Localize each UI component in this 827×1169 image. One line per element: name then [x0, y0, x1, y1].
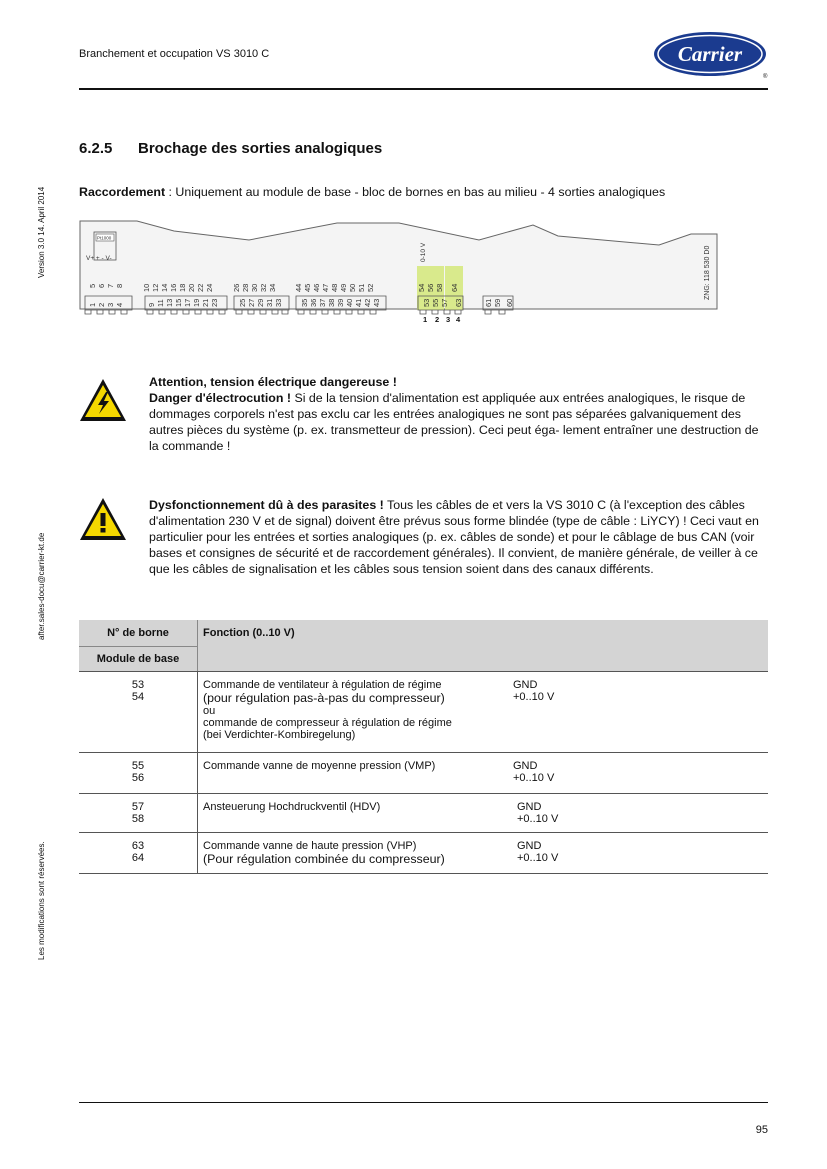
pin-label-3: 3 [106, 302, 115, 307]
output-number-3: 3 [446, 315, 451, 324]
voltage-label: 0-10 V [420, 242, 427, 262]
pin-label-18: 18 [178, 283, 187, 292]
sensor-label: Pt1000 [97, 235, 112, 241]
terminal-number: 57 [131, 801, 145, 813]
signal-value: GND [513, 679, 538, 691]
pin-label-61: 61 [484, 298, 493, 307]
pin-label-37: 37 [318, 298, 327, 307]
document-title: Branchement et occupation VS 3010 C [79, 48, 270, 60]
pin-label-25: 25 [238, 298, 247, 307]
warning-electric [149, 374, 769, 454]
output-numbers [423, 315, 461, 324]
pin-label-29: 29 [256, 298, 265, 307]
pin-label-2: 2 [97, 302, 106, 307]
pin-label-9: 9 [147, 302, 156, 307]
logo-wordmark: Carrier [677, 42, 743, 66]
table-row [79, 672, 768, 753]
pin-label-44: 44 [294, 283, 303, 292]
pin-label-17: 17 [183, 298, 192, 307]
pin-label-43: 43 [372, 298, 381, 307]
pin-label-39: 39 [336, 298, 345, 307]
footer-rule [79, 1102, 768, 1103]
pin-label-11: 11 [156, 299, 165, 307]
analog-outputs-table [79, 620, 768, 874]
pin-label-23: 23 [210, 298, 219, 307]
terminal-number: 63 [131, 840, 145, 852]
carrier-logo [651, 30, 771, 82]
rights-note: Les modifications sont réservées. [37, 841, 46, 960]
warning-interference-title: Dysfonctionnement dû à des parasites ! [149, 498, 384, 512]
pin-label-42: 42 [363, 298, 372, 307]
pin-label-21: 21 [201, 298, 210, 307]
contact-email: after.sales-docu@carrier-kt.de [37, 532, 46, 640]
function-text: (Pour régulation combinée du compresseur) [203, 852, 445, 866]
section-title: Brochage des sorties analogiques [138, 140, 383, 157]
pin-label-63: 63 [454, 298, 463, 307]
function-text: Ansteuerung Hochdruckventil (HDV) [203, 801, 381, 813]
pin-label-12: 12 [151, 283, 160, 292]
pin-label-28: 28 [241, 283, 250, 292]
output-number-2: 2 [435, 315, 440, 324]
section-heading [79, 140, 382, 157]
pin-label-30: 30 [250, 283, 259, 292]
pin-label-58: 58 [435, 283, 444, 292]
warning-electric-title: Attention, tension électrique dangereuse ! [149, 375, 397, 389]
pin-label-38: 38 [327, 298, 336, 307]
terminal-number: 64 [131, 852, 145, 864]
warning-electric-subtitle: Danger d'électrocution ! [149, 391, 292, 405]
pin-label-1: 1 [88, 302, 97, 307]
terminal-number: 55 [131, 760, 145, 772]
pin-label-20: 20 [187, 283, 196, 292]
function-text: Commande de ventilateur à régulation de régime [203, 679, 442, 691]
terminal-number: 54 [131, 691, 145, 703]
pin-label-33: 33 [274, 298, 283, 307]
pin-label-49: 49 [339, 283, 348, 292]
function-text: Commande vanne de haute pression (VHP) [203, 840, 417, 852]
pin-label-47: 47 [321, 283, 330, 292]
pin-label-19: 19 [192, 298, 201, 307]
function-text: (pour régulation pas-à-pas du compresseur) [203, 691, 445, 705]
pin-label-64: 64 [450, 283, 459, 292]
pin-label-10: 10 [142, 283, 151, 292]
signal-value: GND [513, 760, 538, 772]
section-number: 6.2.5 [79, 140, 113, 157]
pin-label-59: 59 [493, 298, 502, 307]
signal-value: +0..10 V [517, 813, 559, 825]
table-row [79, 794, 768, 833]
table-row [79, 833, 768, 874]
pin-label-54: 54 [417, 283, 426, 292]
pin-label-31: 31 [265, 298, 274, 307]
terminal-number: 53 [131, 679, 145, 691]
terminal-number: 56 [131, 772, 145, 784]
pin-label-48: 48 [330, 283, 339, 292]
signal-value: +0..10 V [513, 772, 555, 784]
warning-interference-text: Tous les câbles de et vers la VS 3010 C (à l'exception des câbles d'alimentation 230 V et de signal) doivent être prévus sous forme blindée (type de câble : LiYCY) ! Ceci vaut en particulier pour les entrées et sorties analogiques (p. ex. câbles de sonde) et pour le câblage de bus CAN (voir bases et consignes de sécurité et de raccordement générales). Il convient, de manière générale, de veiller à ce que les câbles de signalisation et les câbles sous tension soient dans des canaux différents. [149, 498, 759, 576]
column-header-terminal: N° de borne [79, 620, 198, 647]
pin-label-6: 6 [97, 283, 106, 288]
pin-label-46: 46 [312, 283, 321, 292]
pin-label-36: 36 [309, 298, 318, 307]
function-text: commande de compresseur à régulation de régime [203, 717, 452, 729]
pin-label-15: 15 [174, 298, 183, 307]
intro-text: : Uniquement au module de base - bloc de bornes en bas au milieu - 4 sorties analogiques [165, 185, 666, 199]
pin-label-22: 22 [196, 283, 205, 292]
terminal-block-diagram [79, 220, 719, 330]
pin-label-32: 32 [259, 283, 268, 292]
signal-value: +0..10 V [517, 852, 559, 864]
pin-label-16: 16 [169, 283, 178, 292]
warning-interference [149, 497, 769, 577]
signal-value: GND [517, 801, 542, 813]
pin-label-45: 45 [303, 283, 312, 292]
pin-label-7: 7 [106, 283, 115, 288]
pin-label-27: 27 [247, 298, 256, 307]
pin-label-55: 55 [431, 298, 440, 307]
pin-label-26: 26 [232, 283, 241, 292]
output-number-4: 4 [456, 315, 461, 324]
general-warning-icon [79, 497, 127, 541]
column-header-function: Fonction (0..10 V) [198, 620, 769, 672]
pin-label-41: 41 [354, 298, 363, 307]
pin-label-56: 56 [426, 283, 435, 292]
pin-label-13: 13 [165, 298, 174, 307]
function-text: Commande vanne de moyenne pression (VMP) [203, 760, 436, 772]
intro-paragraph [79, 185, 665, 199]
electric-hazard-icon [79, 378, 127, 422]
pin-label-35: 35 [300, 298, 309, 307]
signal-value: +0..10 V [513, 691, 555, 703]
intro-label: Raccordement [79, 185, 166, 199]
subheader-base-module: Module de base [79, 647, 198, 672]
pin-label-60: 60 [505, 298, 514, 307]
pin-label-8: 8 [115, 283, 124, 288]
pin-label-51: 51 [357, 283, 366, 292]
terminal-number: 58 [131, 813, 145, 825]
drawing-number: ZNG: 118 530 D0 [704, 245, 711, 300]
logo-registered-mark: ® [763, 74, 768, 80]
table-row [79, 753, 768, 794]
signal-value: GND [517, 840, 542, 852]
warning-electric-text: Si de la tension d'alimentation est appliquée aux entrées analogiques, le risque de dommages corporels n'est pas exclu car les entrées analogiques ne sont pas séparées galvaniquement des autres pièces du système (p. ex. transmetteur de pression). Ceci peut éga- lement entraîner une destruction de la commande ! [149, 391, 759, 453]
pin-label-50: 50 [348, 283, 357, 292]
header-rule [79, 88, 768, 90]
pin-label-5: 5 [88, 283, 97, 288]
function-text: (bei Verdichter-Kombiregelung) [203, 729, 356, 741]
pin-label-24: 24 [205, 283, 214, 292]
pin-label-53: 53 [422, 298, 431, 307]
output-number-1: 1 [423, 315, 428, 324]
page-number: 95 [755, 1124, 768, 1136]
version-note: Version 3.0 14. April 2014 [37, 186, 46, 278]
function-text: ou [203, 705, 216, 717]
pin-label-4: 4 [115, 302, 124, 307]
pin-label-34: 34 [268, 283, 277, 292]
pin-label-57: 57 [440, 298, 449, 307]
pin-label-40: 40 [345, 298, 354, 307]
sensor-pins: V+ + - V- [86, 255, 112, 262]
pin-label-14: 14 [160, 283, 169, 292]
pin-label-52: 52 [366, 283, 375, 292]
